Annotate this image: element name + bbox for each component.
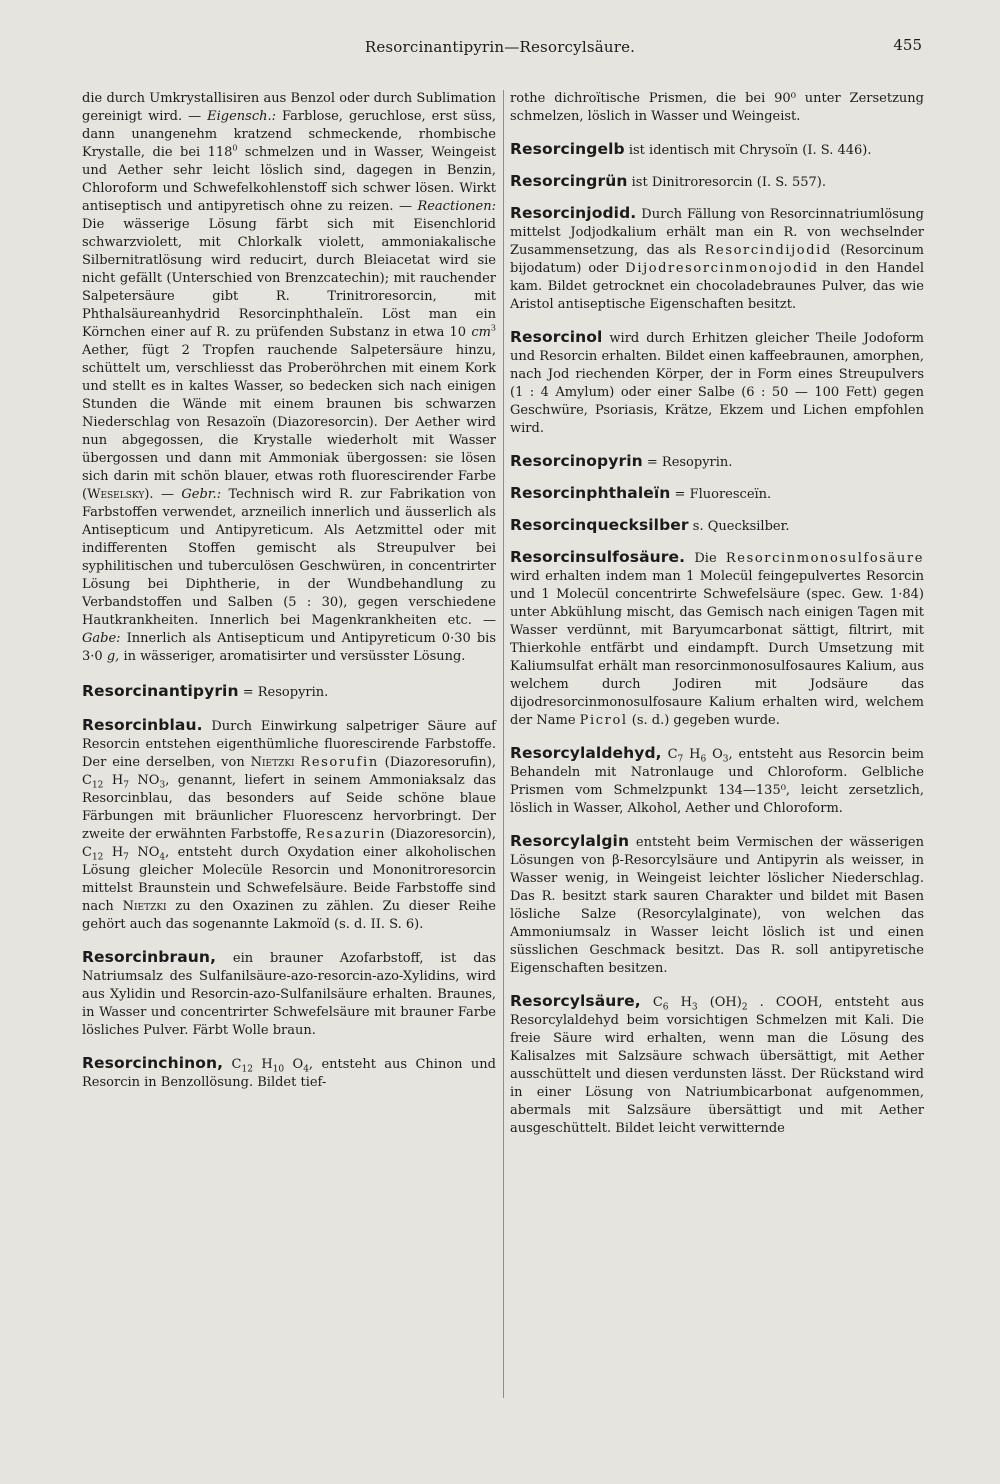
entry-resorcinchinon: Resorcinchinon, $C_{12}$ $H_{10}$ $O_4$, entsteht aus Chinon und Resorcin in Benzollösung. Bildet tief- bbox=[82, 1054, 496, 1090]
entry-resorcinblau: Resorcinblau. Durch Einwirkung salpetriger Säure auf Resorcin entstehen eigenthümliche fluorescirende Farbstoffe. Der eine derselben, von Nietzki Resorufin (Diazoresorufin), $C_{12}$ $H_7$ $NO_3$, genannt, liefert in seinem Ammoniaksalz das Resorcinblau, das besonders auf Seide schöne blaue Färbungen mit bräunlicher Fluorescenz hervorbringt. Der zweite der erwähnten Farbstoffe, Resazurin (Diazoresorcin), $C_{12}$ $H_7$ $NO_4$, entsteht durch Oxydation einer alkoholischen Lösung gleicher Molecüle Resorcin und Mononitroresorcin mittelst Braunstein und Schwefelsäure. Beide Farbstoffe sind nach Nietzki zu den Oxazinen zu zählen. Zu dieser Reihe gehört auch das sogenannte Lakmoïd (s. d. II. S. 6). bbox=[82, 716, 496, 932]
entry-resorcinphthalein: Resorcinphthaleïn = Fluoresceïn. bbox=[510, 484, 772, 502]
headword: Resorcinol bbox=[510, 328, 603, 346]
entry-resorcinol: Resorcinol wird durch Erhitzen gleicher Theile Jodoform und Resorcin erhalten. Bildet einen kaffeebraunen, amorphen, nach Jod riechenden Körper, der in Form eines Streupulvers (1 : 4 Amylum) oder einer Salbe (6 : 50 — 100 Fett) gegen Geschwüre, Psoriasis, Krätze, Ekzem und Lichen empfohlen wird. bbox=[510, 328, 924, 436]
headword: Resorcylalgin bbox=[510, 832, 630, 850]
entry-resorcinsulfosaeure: Resorcinsulfosäure. Die Resorcinmonosulfosäure wird erhalten indem man 1 Molecül feingepulvertes Resorcin und 1 Molecül concentrirte Schwefelsäure (spec. Gew. 1·84) unter Abkühlung mischt, das Gemisch nach einigen Tagen mit Wasser verdünnt, mit Baryumcarbonat sättigt, filtrirt, mit Thierkohle entfärbt und eindampft. Durch Umsetzung mit Kaliumsulfat erhält man resorcinmonosulfosaures Kalium, aus welchem durch Jodiren mit Jodsäure das dijodresorcinmonosulfosaure Kalium erhalten wird, welchem der Name Picrol (s. d.) gegeben wurde. bbox=[510, 548, 924, 728]
entry-resorcinquecksilber: Resorcinquecksilber s. Quecksilber. bbox=[510, 516, 790, 534]
entry-continuation-right: rothe dichroïtische Prismen, die bei 90⁰ unter Zersetzung schmelzen, löslich in Wasser und Weingeist. bbox=[510, 91, 924, 124]
headword: Resorcingelb bbox=[510, 140, 625, 158]
page-number: 455 bbox=[893, 36, 922, 54]
headword: Resorcinantipyrin bbox=[82, 682, 239, 700]
headword: Resorcinjodid. bbox=[510, 204, 637, 222]
headword: Resorcylaldehyd, bbox=[510, 744, 662, 762]
entry-continuation-left: die durch Umkrystallisiren aus Benzol oder durch Sublimation gereinigt wird. — Eigensch.: Farblose, geruchlose, erst süss, dann unangenehm kratzend schmeckende, rhombische Krystalle, die bei $118^0$ schmelzen und in Wasser, Weingeist und Aether sehr leicht löslich sind, dagegen in Benzin, Chloroform und Schwefelkohlenstoff sich schwer lösen. Wirkt antiseptisch und antipyretisch ohne zu reizen. — Reactionen: Die wässerige Lösung färbt sich mit Eisenchlorid schwarzviolett, mit Chlorkalk violett, ammoniakalische Silbernitratlösung wird reducirt, durch Bleiacetat wird sie nicht gefällt (Unterschied von Brenzcatechin); mit rauchender Salpetersäure gibt R. Trinitroresorcin, mit Phthalsäureanhydrid Resorcinphthaleïn. Löst man ein Körnchen einer auf R. zu prüfenden Substanz in etwa 10 $cm^3$ Aether, fügt 2 Tropfen rauchende Salpetersäure hinzu, schüttelt um, verschliesst das Proberöhrchen mit einem Kork und stellt es in kaltes Wasser, so bedecken sich nach einigen Stunden die Wände mit einem braunen bis schwarzen Niederschlag von Resazoïn (Diazoresorcin). Der Aether wird nun abgegossen, die Krystalle wiederholt mit Wasser übergossen und dann mit Ammoniak übergossen: sie lösen sich darin mit schön blauer, etwas roth fluorescirender Farbe (Weselsky). — Gebr.: Technisch wird R. zur Fabrikation von Farbstoffen verwendet, arzneilich innerlich und äusserlich als Antisepticum und Antipyreticum. Als Aetzmittel oder mit indifferenten Stoffen gemischt als Streupulver bei syphilitischen und tuberculösen Geschwüren, in concentrirter Lösung bei Diphtherie, in der Wundbehandlung zu Verbandstoffen und Salben (5 : 30), gegen verschiedene Hautkrankheiten. Innerlich bei Magenkrankheiten etc. — Gabe: Innerlich als Antisepticum und Antipyreticum 0·30 bis 3·0 g, in wässeriger, aromatisirter und versüsster Lösung. bbox=[82, 91, 497, 664]
column-divider bbox=[503, 90, 504, 1398]
entry-resorcinbraun: Resorcinbraun, ein brauner Azofarbstoff, ist das Natriumsalz des Sulfanilsäure-azo-resorcin-azo-Xylidins, wird aus Xylidin und Resorcin-azo-Sulfanilsäure erhalten. Braunes, in Wasser und concentrirter Schwefelsäure mit brauner Farbe lösliches Pulver. Färbt Wolle braun. bbox=[82, 948, 496, 1038]
entry-resorcylaldehyd: Resorcylaldehyd, $C_7$ $H_6$ $O_3$, entsteht aus Resorcin beim Behandeln mit Natronlauge und Chloroform. Gelbliche Prismen vom Schmelzpunkt 134—135⁰, leicht zersetzlich, löslich in Wasser, Alkohol, Aether und Chloroform. bbox=[510, 744, 924, 816]
entry-resorcinopyrin: Resorcinopyrin = Resopyrin. bbox=[510, 452, 733, 470]
right-column bbox=[510, 90, 924, 1138]
entry-resorcylsaeure: Resorcylsäure, $C_6$ $H_3$ $(OH)_2$ . COOH, entsteht aus Resorcylaldehyd beim vorsichtigen Schmelzen mit Kali. Die freie Säure wird erhalten, wenn man die Lösung des Kalisalzes mit Salzsäure schwach übersättigt, mit Aether ausschüttelt und diesen verdunsten lässt. Der Rückstand wird in einer Lösung von Natriumbicarbonat aufgenommen, abermals mit Salzsäure übersättigt und mit Aether ausgeschüttelt. Bildet leicht verwitternde bbox=[510, 992, 924, 1136]
headword: Resorcinblau. bbox=[82, 716, 203, 734]
running-head: Resorcinantipyrin—Resorcylsäure. bbox=[364, 38, 636, 56]
headword: Resorcinbraun, bbox=[82, 948, 217, 966]
entry-resorcylalgin: Resorcylalgin entsteht beim Vermischen der wässerigen Lösungen von β-Resorcylsäure und Antipyrin als weisser, in Wasser wenig, in Weingeist leichter löslicher Niederschlag. Das R. besitzt stark sauren Charakter und bildet mit Basen lösliche Salze (Resorcylalginate), von welchen das Ammoniumsalz in Wasser leicht löslich ist und einen süsslichen Geschmack besitzt. Das R. soll antipyretische Eigenschaften besitzen. bbox=[510, 832, 924, 976]
headword: Resorcinsulfosäure. bbox=[510, 548, 686, 566]
entry-resorcingelb: Resorcingelb ist identisch mit Chrysoïn (I. S. 446). bbox=[510, 140, 872, 158]
headword: Resorcinchinon, bbox=[82, 1054, 224, 1072]
headword: Resorcinopyrin bbox=[510, 452, 643, 470]
headword: Resorcingrün bbox=[510, 172, 628, 190]
headword: Resorcylsäure, bbox=[510, 992, 641, 1010]
entry-resorcinantipyrin: Resorcinantipyrin = Resopyrin. bbox=[82, 682, 329, 700]
headword: Resorcinquecksilber bbox=[510, 516, 689, 534]
entry-resorcinjodid: Resorcinjodid. Durch Fällung von Resorcinnatriumlösung mittelst Jodjodkalium erhält man ein R. von wechselnder Zusammensetzung, das als Resorcindijodid (Resorcinum bijodatum) oder Dijodresorcinmonojodid in den Handel kam. Bildet getrocknet ein chocoladebraunes Pulver, das wie Aristol antiseptische Eigenschaften besitzt. bbox=[510, 204, 924, 312]
entry-resorcingruen: Resorcingrün ist Dinitroresorcin (I. S. 557). bbox=[510, 172, 826, 190]
left-column bbox=[82, 90, 496, 1092]
headword: Resorcinphthaleïn bbox=[510, 484, 671, 502]
